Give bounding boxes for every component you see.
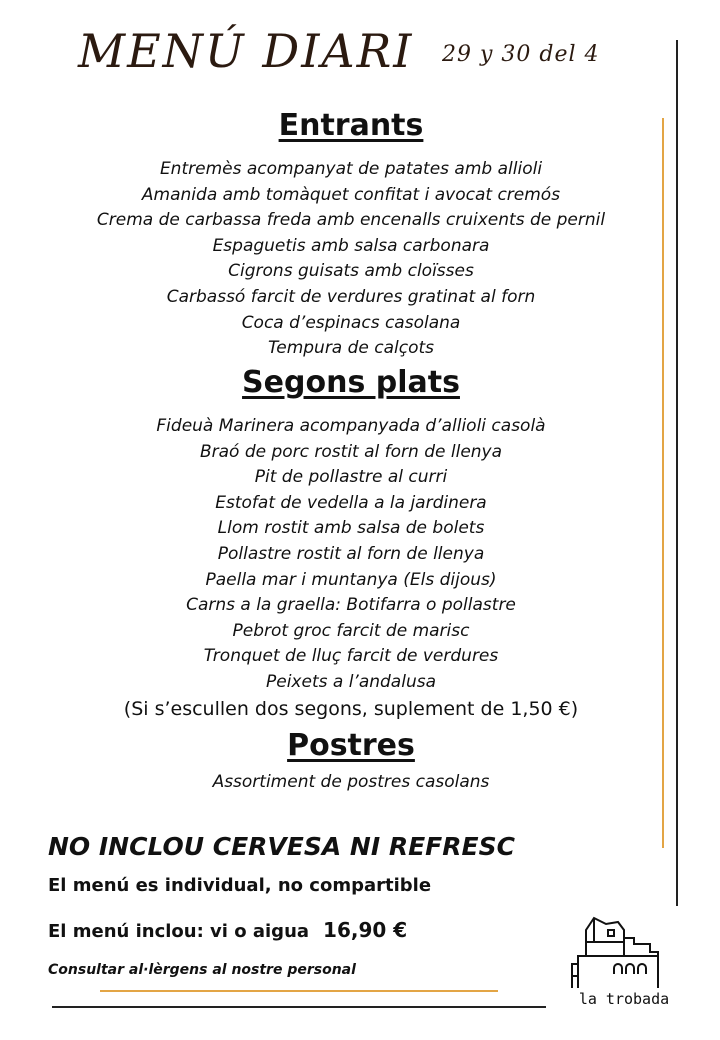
list-item: Espaguetis amb salsa carbonara (212, 235, 490, 256)
no-drinks-notice: NO INCLOU CERVESA NI REFRESC (48, 832, 515, 861)
postres-heading: Postres (287, 728, 415, 763)
list-item: Entremès acompanyat de patates amb allioli (159, 159, 543, 179)
list-item: Cigrons guisats amb cloïsses (228, 261, 474, 282)
segons-heading: Segons plats (242, 365, 460, 400)
list-item: Paella mar i muntanya (Els dijous) (205, 569, 497, 590)
list-item: Pit de pollastre al curri (254, 467, 448, 488)
list-item: Assortiment de postres casolans (212, 772, 490, 792)
la-trobada-logo (564, 912, 684, 1012)
list-item: Pollastre rostit al forn de llenya (217, 543, 485, 564)
supplement-note: (Si s’escullen dos segons, suplement de 1,50 €) (123, 698, 579, 720)
allergens-notice: Consultar al·lèrgens al nostre personal (48, 962, 356, 978)
list-item: Llom rostit amb salsa de bolets (217, 518, 485, 539)
postres-list (0, 770, 702, 796)
list-item: Estofat de vedella a la jardinera (215, 492, 487, 513)
individual-notice: El menú es individual, no compartible (48, 875, 432, 896)
list-item: Braó de porc rostit al forn de llenya (199, 441, 503, 462)
includes-label: El menú inclou: vi o aigua (48, 921, 310, 942)
list-item: Carbassó farcit de verdures gratinat al forn (166, 286, 536, 307)
menu-price: 16,90 € (323, 918, 408, 942)
segons-list (0, 414, 702, 696)
footer-accent-line (100, 990, 498, 992)
menu-date: 29 y 30 del 4 (442, 42, 600, 67)
list-item: Peixets a l’andalusa (266, 671, 436, 692)
list-item: Fideuà Marinera acompanyada d’allioli casolà (156, 416, 546, 436)
entrants-heading: Entrants (278, 108, 424, 143)
list-item: Amanida amb tomàquet confitat i avocat cremós (141, 184, 561, 205)
list-item: Carns a la graella: Botifarra o pollastre (186, 595, 516, 616)
entrants-list (0, 157, 702, 362)
logo-text: la trobada (578, 990, 670, 1008)
footer-rule (52, 1006, 546, 1008)
price-line (48, 918, 407, 942)
menu-title: MENÚ DIARI (78, 24, 414, 78)
castle-icon (572, 918, 658, 988)
list-item: Crema de carbassa freda amb encenalls cruixents de pernil (96, 210, 606, 231)
list-item: Tempura de calçots (267, 338, 435, 359)
list-item: Pebrot groc farcit de marisc (232, 620, 470, 641)
list-item: Tronquet de lluç farcit de verdures (203, 646, 499, 667)
list-item: Coca d’espinacs casolana (241, 312, 461, 333)
